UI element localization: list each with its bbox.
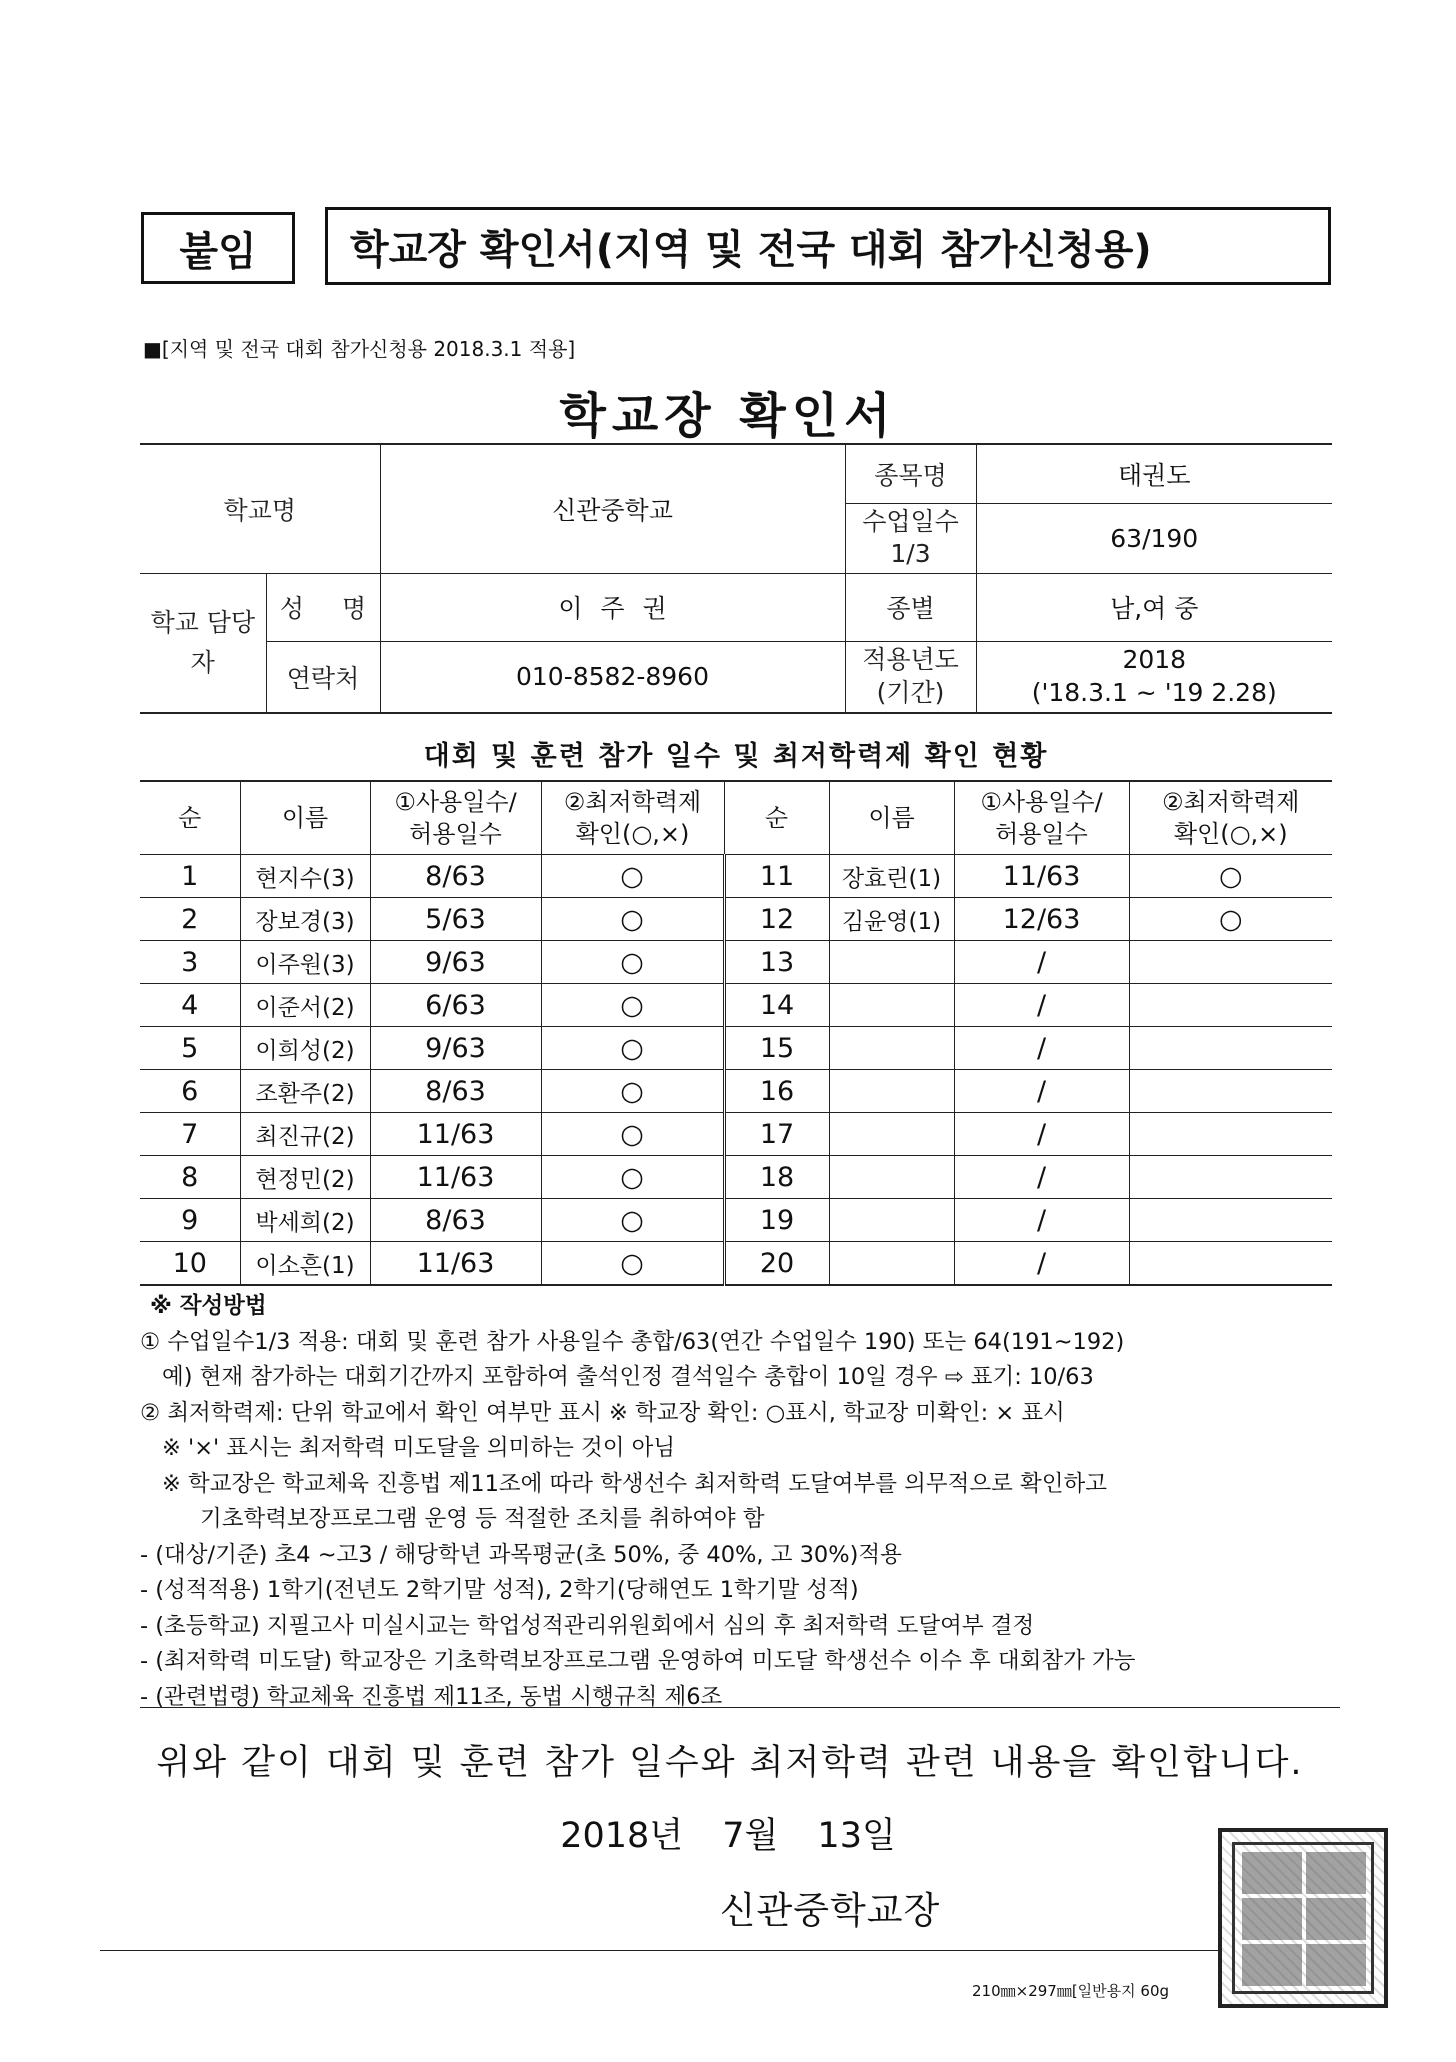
roster-name-cell: 최진규(2) [240,1113,370,1156]
table-row [140,1027,1332,1070]
roster-seq-cell: 13 [724,941,829,984]
principal-signature-line: 신관중학교장 [719,1889,941,1932]
manager-label: 학교 담당자 [140,573,266,713]
roster-name-cell: 현정민(2) [240,1156,370,1199]
roster-name-cell [829,1070,954,1113]
roster-days-cell: / [954,1156,1129,1199]
header-name: 이름 [240,781,370,855]
paper-size-note: 210㎜×297㎜[일반용지 60g [972,1982,1170,2000]
instruction-line: 예) 현재 참가하는 대회기간까지 포함하여 출석인정 결석일수 총합이 10일 경우 ⇨ 표기: 10/63 [162,1364,1094,1391]
roster-seq-cell: 5 [140,1027,240,1070]
roster-check-cell: ○ [541,1070,724,1113]
roster-days-cell: / [954,1242,1129,1286]
roster-check-cell: ○ [541,898,724,941]
instruction-line: - (초등학교) 지필고사 미실시교는 학업성적관리위원회에서 심의 후 최저학력 도달여부 결정 [140,1612,1035,1639]
notes-divider [140,1707,1340,1708]
roster-name-cell: 박세희(2) [240,1199,370,1242]
category-value: 남,여 중 [976,573,1332,641]
category-label: 종별 [845,573,976,641]
roster-days-cell: 6/63 [370,984,541,1027]
roster-name-cell: 장효린(1) [829,855,954,898]
instruction-line: ① 수업일수1/3 적용: 대회 및 훈련 참가 사용일수 총합/63(연간 수업일수 190) 또는 64(191~192) [140,1328,1125,1355]
roster-check-cell [1129,941,1332,984]
roster-check-cell: ○ [541,1242,724,1286]
roster-check-cell: ○ [541,1199,724,1242]
roster-seq-cell: 8 [140,1156,240,1199]
instruction-line: 기초학력보장프로그램 운영 등 적절한 조치를 취하여야 함 [200,1506,765,1533]
year-label: 적용년도 (기간) [845,641,976,713]
roster-seq-cell: 7 [140,1113,240,1156]
period-value: ('18.3.1 ~ '19 2.28) [1031,677,1277,707]
roster-days-cell: / [954,984,1129,1027]
roster-days-cell: 8/63 [370,855,541,898]
roster-seq-cell: 18 [724,1156,829,1199]
roster-days-cell: / [954,941,1129,984]
instructions [140,1289,1340,1716]
header-check: ②최저학력제 확인(○,×) [541,781,724,855]
roster-name-cell [829,941,954,984]
table-row [140,984,1332,1027]
roster-check-cell: ○ [541,1113,724,1156]
roster-seq-cell: 14 [724,984,829,1027]
school-name-value: 신관중학교 [380,444,845,573]
contact-label: 연락처 [266,641,380,713]
roster-name-cell [829,984,954,1027]
header-name: 이름 [829,781,954,855]
roster-days-cell: 11/63 [954,855,1129,898]
manager-name-label: 성 명 [266,573,380,641]
roster-days-cell: 9/63 [370,941,541,984]
sport-value: 태권도 [976,444,1332,503]
roster-name-cell: 장보경(3) [240,898,370,941]
roster-seq-cell: 20 [724,1242,829,1286]
roster-seq-cell: 19 [724,1199,829,1242]
roster-days-cell: 5/63 [370,898,541,941]
roster-check-cell [1129,1242,1332,1286]
table-row [140,1113,1332,1156]
instruction-line: - (대상/기준) 초4 ~고3 / 해당학년 과목평균(초 50%, 중 40%, 고 30%)적용 [140,1541,902,1568]
school-name-label: 학교명 [140,444,380,573]
roster-check-cell: ○ [1129,898,1332,941]
bottom-divider [100,1950,1220,1951]
class-days-label: 수업일수 1/3 [845,503,976,573]
instruction-line: - (성적적용) 1학기(전년도 2학기말 성적), 2학기(당해연도 1학기말 성적) [140,1577,859,1604]
roster-check-cell: ○ [541,941,724,984]
attachment-tag [141,212,295,284]
roster-days-cell: 11/63 [370,1113,541,1156]
roster-name-cell: 이희성(2) [240,1027,370,1070]
roster-check-cell: ○ [541,1027,724,1070]
issue-date: 2018년 7월 13일 [560,1816,896,1856]
roster-check-cell: ○ [541,1156,724,1199]
roster-days-cell: / [954,1070,1129,1113]
roster-seq-cell: 6 [140,1070,240,1113]
roster-seq-cell: 1 [140,855,240,898]
roster-days-cell: 12/63 [954,898,1129,941]
roster-check-cell [1129,984,1332,1027]
roster-seq-cell: 2 [140,898,240,941]
roster-days-cell: / [954,1027,1129,1070]
roster-seq-cell: 16 [724,1070,829,1113]
roster-check-cell [1129,1027,1332,1070]
attachment-tag-text: 붙임 [179,228,257,275]
header-days: ①사용일수/ 허용일수 [370,781,541,855]
roster-seq-cell: 12 [724,898,829,941]
roster-check-cell [1129,1113,1332,1156]
official-seal [1218,1828,1388,2008]
table-row [140,1070,1332,1113]
table-row [140,898,1332,941]
instructions-heading: ※ 작성방법 [150,1293,267,1319]
roster-days-cell: 8/63 [370,1070,541,1113]
roster-seq-cell: 10 [140,1242,240,1286]
document-title: 학교장 확인서 [559,388,897,444]
contact-value: 010-8582-8960 [380,641,845,713]
roster-seq-cell: 9 [140,1199,240,1242]
table-row [140,855,1332,898]
applicability-note: ■[지역 및 전국 대회 참가신청용 2018.3.1 적용] [143,337,576,361]
instruction-line: - (관련법령) 학교체육 진흥법 제11조, 동법 시행규칙 제6조 [140,1684,723,1711]
table-row [140,1156,1332,1199]
roster-name-cell: 이소흔(1) [240,1242,370,1286]
table-row [140,1199,1332,1242]
confirmation-statement: 위와 같이 대회 및 훈련 참가 일수와 최저학력 관련 내용을 확인합니다. [156,1743,1304,1783]
roster-days-cell: 11/63 [370,1156,541,1199]
roster-days-cell: / [954,1113,1129,1156]
roster-check-cell [1129,1199,1332,1242]
roster-name-cell: 현지수(3) [240,855,370,898]
instruction-line: ※ 학교장은 학교체육 진흥법 제11조에 따라 학생선수 최저학력 도달여부를 의무적으로 확인하고 [162,1470,1107,1497]
roster-days-cell: 11/63 [370,1242,541,1286]
roster-check-cell [1129,1156,1332,1199]
roster-seq-cell: 4 [140,984,240,1027]
roster-name-cell [829,1156,954,1199]
roster-name-cell: 이주원(3) [240,941,370,984]
roster-check-cell: ○ [1129,855,1332,898]
roster-name-cell [829,1113,954,1156]
roster-name-cell: 김윤영(1) [829,898,954,941]
roster-days-cell: / [954,1199,1129,1242]
roster-caption: 대회 및 훈련 참가 일수 및 최저학력제 확인 현황 [423,741,1049,772]
roster-name-cell [829,1242,954,1286]
roster-check-cell: ○ [541,984,724,1027]
roster-check-cell: ○ [541,855,724,898]
instruction-line: - (최저학력 미도달) 학교장은 기초학력보장프로그램 운영하여 미도달 학생선수 이수 후 대회참가 가능 [140,1648,1136,1675]
roster-name-cell [829,1199,954,1242]
instruction-line: ※ '×' 표시는 최저학력 미도달을 의미하는 것이 아님 [162,1435,676,1462]
roster-table [140,780,1332,1286]
manager-name-value: 이 주 권 [380,573,845,641]
header-seq: 순 [724,781,829,855]
roster-check-cell [1129,1070,1332,1113]
school-info-table [140,443,1332,714]
roster-days-cell: 8/63 [370,1199,541,1242]
instruction-line: ② 최저학력제: 단위 학교에서 확인 여부만 표시 ※ 학교장 확인: ○표시, 학교장 미확인: × 표시 [140,1399,1065,1426]
document-heading-box [325,207,1331,285]
roster-seq-cell: 15 [724,1027,829,1070]
table-row [140,941,1332,984]
document-heading: 학교장 확인서(지역 및 전국 대회 참가신청용) [350,226,1152,273]
sport-label: 종목명 [845,444,976,503]
roster-name-cell [829,1027,954,1070]
year-value: 2018 [1122,645,1187,675]
roster-days-cell: 9/63 [370,1027,541,1070]
roster-name-cell: 조환주(2) [240,1070,370,1113]
header-seq: 순 [140,781,240,855]
roster-seq-cell: 11 [724,855,829,898]
class-days-value: 63/190 [976,503,1332,573]
roster-name-cell: 이준서(2) [240,984,370,1027]
header-days: ①사용일수/ 허용일수 [954,781,1129,855]
roster-seq-cell: 17 [724,1113,829,1156]
table-row [140,1242,1332,1286]
header-check: ②최저학력제 확인(○,×) [1129,781,1332,855]
roster-seq-cell: 3 [140,941,240,984]
